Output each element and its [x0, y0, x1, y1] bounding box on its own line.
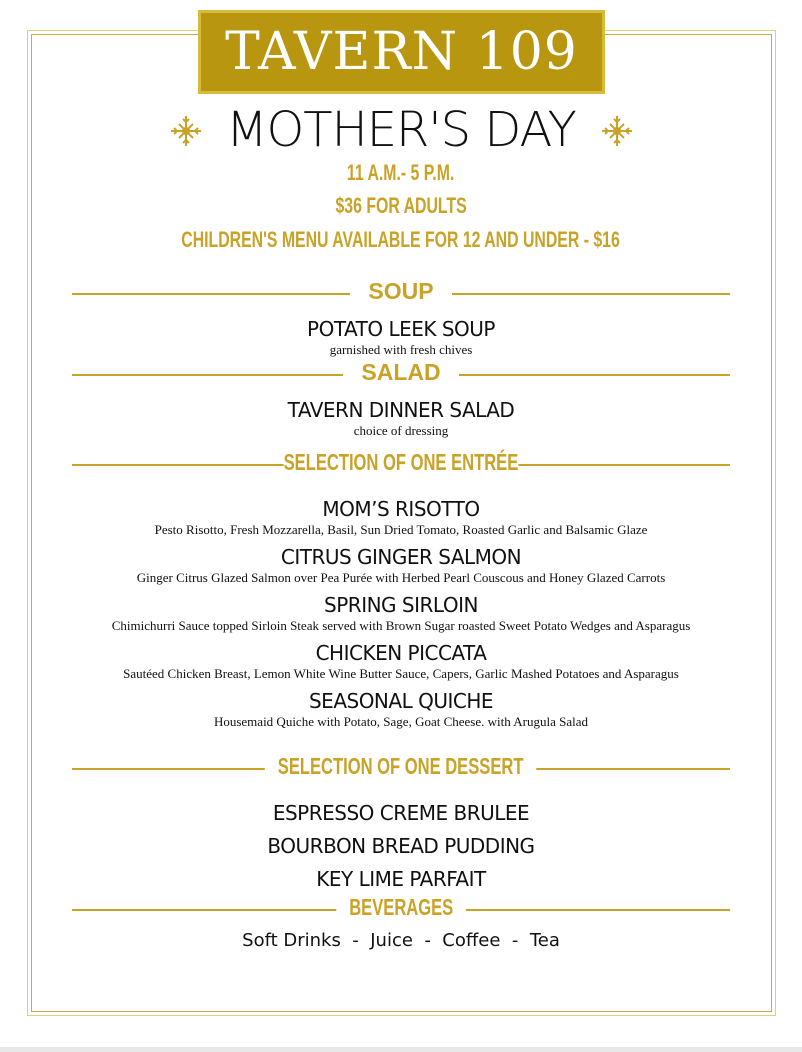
section-header-dessert: SELECTION OF ONE DESSERT — [72, 753, 730, 783]
menu-item-name: SEASONAL QUICHE — [308, 689, 493, 713]
menu-item-name: POTATO LEEK SOUP — [307, 317, 495, 341]
children-menu-note: CHILDREN'S MENU AVAILABLE FOR 12 AND UNDER - $16 — [181, 227, 621, 252]
section-header-soup: SOUP — [72, 278, 730, 308]
page-title: MOTHER'S DAY — [226, 102, 576, 158]
menu-item-name: ESPRESSO CREME BRULEE — [272, 801, 530, 825]
page-bottom-bar — [0, 1047, 802, 1052]
adult-price: $36 FOR ADULTS — [335, 193, 467, 218]
menu-item-desc: choice of dressing — [353, 423, 449, 438]
menu-item-desc: Chimichurri Sauce topped Sirloin Steak served with Brown Sugar roasted Sweet Potato Wedges and Asparagus — [111, 618, 691, 633]
hours: 11 A.M.- 5 P.M. — [347, 160, 455, 185]
logo — [198, 10, 605, 94]
section-header-salad: SALAD — [72, 359, 730, 389]
logo-text: TAVERN 109 — [225, 22, 578, 82]
menu-item-name: SPRING SIRLOIN — [324, 593, 478, 617]
menu-item-name: TAVERN DINNER SALAD — [287, 398, 515, 422]
menu-item-name: CITRUS GINGER SALMON — [280, 545, 522, 569]
menu-item-name: MOM’S RISOTTO — [322, 497, 480, 521]
section-header-entree: SELECTION OF ONE ENTRÉE — [72, 449, 730, 479]
section-header-beverages: BEVERAGES — [72, 894, 730, 924]
menu-item-name: BOURBON BREAD PUDDING — [267, 834, 535, 858]
menu-item-desc: Housemaid Quiche with Potato, Sage, Goat Cheese. with Arugula Salad — [213, 714, 589, 729]
menu-item-name: KEY LIME PARFAIT — [316, 867, 486, 891]
menu-item-name: CHICKEN PICCATA — [315, 641, 487, 665]
menu-item-desc: Ginger Citrus Glazed Salmon over Pea Purée with Herbed Pearl Couscous and Honey Glazed Carrots — [136, 570, 666, 585]
menu-item-desc: garnished with fresh chives — [329, 342, 473, 357]
menu-item-desc: Sautéed Chicken Breast, Lemon White Wine Butter Sauce, Capers, Garlic Mashed Potatoes and Asparagus — [123, 666, 679, 681]
menu-item-desc: Pesto Risotto, Fresh Mozzarella, Basil, Sun Dried Tomato, Roasted Garlic and Balsamic Glaze — [154, 522, 648, 537]
beverages-list: Soft Drinks - Juice - Coffee - Tea — [242, 930, 560, 951]
